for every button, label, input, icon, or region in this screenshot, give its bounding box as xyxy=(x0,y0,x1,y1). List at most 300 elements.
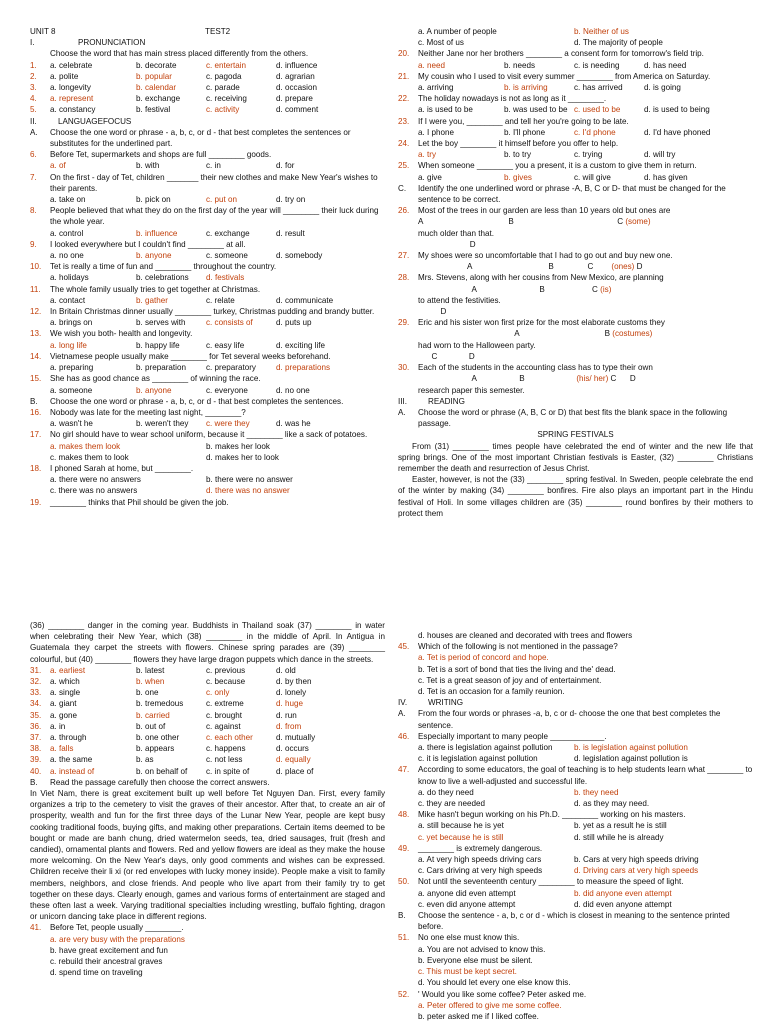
answer-option-correct: d. huge xyxy=(276,699,304,709)
question-number: 15. xyxy=(30,374,42,384)
answer-option: c. extreme xyxy=(206,699,244,709)
question-number xyxy=(398,127,418,138)
answer-option-correct: c. yet because he is still xyxy=(418,832,504,842)
question-row xyxy=(398,385,753,396)
question-number xyxy=(398,686,418,697)
answer-options xyxy=(50,228,346,239)
answer-option-correct: c. This must be kept secret. xyxy=(418,967,517,977)
answer-option-correct: b. carried xyxy=(136,710,170,720)
option-row xyxy=(30,452,385,463)
option-row xyxy=(30,956,385,967)
answer-options xyxy=(418,820,753,831)
answer-option: c. trying xyxy=(574,150,603,160)
answer-option: a. I phone xyxy=(418,127,455,137)
question-text: ________ thinks that Phil should be given the job. xyxy=(50,497,229,507)
question-text: Each of the students in the accounting class has to type their own xyxy=(418,363,653,373)
question-number xyxy=(398,899,418,910)
answer-option: d. prepare xyxy=(276,94,313,104)
question-text: Mrs. Stevens, along with her cousins from New Mexico, are planning xyxy=(418,273,664,283)
answer-option: a. there were no answers xyxy=(50,475,141,485)
question-row xyxy=(30,396,385,407)
answer-option: b. as xyxy=(136,755,154,765)
answer-option-correct: a. instead of xyxy=(50,766,95,776)
answer-option xyxy=(276,272,346,283)
answer-option: d. is going xyxy=(644,83,681,93)
question-row xyxy=(30,48,385,59)
question-number: 39. xyxy=(30,755,42,765)
question-number xyxy=(398,652,418,663)
question-text: Choose the word or phrase (A, B, C or D) that best fits the blank space in the following passage. xyxy=(418,407,728,429)
answer-option: b. needs xyxy=(504,60,536,70)
question-row xyxy=(398,641,753,652)
answer-option: c. not less xyxy=(206,755,243,765)
answer-options xyxy=(418,149,714,160)
answer-option: d. legislation against pollution is xyxy=(574,754,688,764)
answer-option: a. brings on xyxy=(50,318,93,328)
answer-option: b. with xyxy=(136,161,160,171)
answer-option: a. gone xyxy=(50,710,78,720)
answer-options xyxy=(50,82,346,93)
question-row xyxy=(30,284,385,295)
option-row xyxy=(398,104,753,115)
option-row xyxy=(398,865,753,876)
answer-option-correct: a. earliest xyxy=(50,665,86,675)
question-number xyxy=(398,888,418,899)
answer-option: c. there was no answers xyxy=(50,486,138,496)
error-markers: A B (his/ her) C D xyxy=(418,374,636,384)
question-number: 48. xyxy=(398,810,410,820)
question-number xyxy=(30,317,50,328)
answer-option: b. latest xyxy=(136,665,165,675)
answer-option: b. was used to be xyxy=(504,105,568,115)
option-row xyxy=(398,149,753,160)
answer-option-correct: c. activity xyxy=(206,105,240,115)
option-row xyxy=(30,665,385,676)
option-row xyxy=(30,82,385,93)
answer-option: d. agrarian xyxy=(276,71,315,81)
question-number xyxy=(30,485,50,496)
answer-options xyxy=(418,127,714,138)
option-row xyxy=(398,664,753,675)
question-number xyxy=(398,149,418,160)
error-markers: A B C (ones) D xyxy=(418,262,643,272)
question-number xyxy=(30,272,50,283)
question-row xyxy=(398,697,753,708)
question-text: had worn to the Halloween party. xyxy=(418,340,536,350)
option-row xyxy=(30,418,385,429)
answer-options xyxy=(418,787,753,798)
question-text: LANGUAGEFOCUS xyxy=(58,116,132,126)
question-row xyxy=(398,764,753,786)
question-number xyxy=(30,228,50,239)
question-number: 38. xyxy=(30,744,42,754)
question-text: PRONUNCIATION xyxy=(78,38,146,48)
option-row xyxy=(398,854,753,865)
question-number xyxy=(30,441,50,452)
question-number xyxy=(30,340,50,351)
answer-option: b. Cars at very high speeds driving xyxy=(574,855,699,865)
question-row xyxy=(398,93,753,104)
option-row xyxy=(398,630,753,641)
answer-option: a. there is legislation against pollution xyxy=(418,743,553,753)
answer-option: b. have great excitement and fun xyxy=(50,945,168,955)
option-row xyxy=(398,686,753,697)
answer-options xyxy=(50,250,346,261)
option-row xyxy=(398,966,753,977)
question-row xyxy=(30,777,385,788)
answer-option-correct: b. Neither of us xyxy=(574,27,629,36)
question-text: On the first - day of Tet, children _______ their new clothes and make New Year's wishes to their parents. xyxy=(50,172,378,193)
question-number xyxy=(398,955,418,966)
answer-option: c. Cars driving at very high speeds xyxy=(418,866,543,876)
answer-option-correct: b. calendar xyxy=(136,83,177,93)
question-text: ' Would you like some coffee? Peter asked me. xyxy=(418,989,587,999)
question-row xyxy=(30,149,385,160)
question-row xyxy=(30,239,385,250)
question-number xyxy=(398,60,418,71)
answer-option: a. contact xyxy=(50,295,86,305)
answer-option: a. anyone did even attempt xyxy=(418,888,516,898)
question-text: Choose the word that has main stress placed differently from the others. xyxy=(50,49,309,59)
option-row xyxy=(30,474,385,485)
passage-paragraph: In Viet Nam, there is great excitement built up well before Tet Nguyen Dan. First, every family organizes a trip to the cemetery to visit the graves of their ancestor. After that, to create an air of prosperity, wealth and fun for the first three days of the Lunar New Year, people are kept busy cooking traditional foods, buying gifts, and making other preparations. Certain items deemed to be bought or made are banh chung, dried watermelon seeds, tea, dried sausages, fruit (fresh and candied), ornamental plants and flowers. Red and yellow flowers are ideal as they make the house more welcoming. On the New Year's days, only good comments and wishes can be expressed. Children receive their li xi (or red envelopes with lucky money inside). People make a visit to family members, neighbors, and close friends. And people who live apart from their family try to get together on these days. Clearly enough, games and various forms of entertainment are staged and these often last a week. Varying traditional specialties including wrestling, buffalo fighting, dragon or unicorn dancing take place in different regions. xyxy=(30,789,385,922)
question-row xyxy=(398,989,753,1000)
option-row xyxy=(30,194,385,205)
test-header xyxy=(30,26,385,37)
question-text: Choose the sentence - a, b, c or d - which is closest in meaning to the sentence printed before. xyxy=(418,911,730,932)
answer-option: c. relate xyxy=(206,295,235,305)
question-row xyxy=(30,261,385,272)
answer-options xyxy=(418,865,753,876)
question-number xyxy=(30,418,50,429)
answer-option: a. preparing xyxy=(50,363,94,373)
question-row xyxy=(398,708,753,730)
option-row xyxy=(30,93,385,104)
option-row xyxy=(30,766,385,777)
question-row xyxy=(30,328,385,339)
answer-option: d. has need xyxy=(644,60,687,70)
option-row xyxy=(398,172,753,183)
answer-options xyxy=(418,854,753,865)
question-number xyxy=(398,82,418,93)
question-number: 10. xyxy=(30,262,42,272)
question-number xyxy=(30,945,50,956)
question-text: Choose the one word or phrase - a, b, c, or d - that best completes the sentences or substitutes for the underlined part. xyxy=(50,127,351,149)
passage-title: SPRING FESTIVALS xyxy=(537,430,614,440)
option-row xyxy=(30,676,385,687)
question-number: 32. xyxy=(30,677,42,687)
answer-options xyxy=(50,194,346,205)
question-number xyxy=(398,630,418,641)
question-number: 49. xyxy=(398,843,410,853)
question-number xyxy=(30,160,50,171)
answer-options xyxy=(50,721,346,732)
unit-label: UNIT 8 xyxy=(30,27,56,36)
answer-option-correct: b. influence xyxy=(136,228,178,238)
error-markers: D xyxy=(418,239,476,249)
question-number: B. xyxy=(398,911,406,921)
answer-option: c. someone xyxy=(206,251,248,261)
question-row xyxy=(398,396,753,407)
answer-option: d. communicate xyxy=(276,295,334,305)
question-number xyxy=(398,966,418,977)
answer-option: d. houses are cleaned and decorated with trees and flowers xyxy=(418,631,633,640)
answer-option: a. constancy xyxy=(50,105,96,115)
question-row xyxy=(398,48,753,59)
question-row xyxy=(30,127,385,149)
answer-option-correct: a. represent xyxy=(50,94,94,104)
question-number: 25. xyxy=(398,161,410,171)
answer-option: a. celebrate xyxy=(50,60,93,70)
question-row xyxy=(30,205,385,227)
answer-option: c. they are needed xyxy=(418,799,486,809)
answer-options xyxy=(418,104,714,115)
answer-option: b. Everyone else must be silent. xyxy=(418,955,533,965)
answer-options xyxy=(50,340,346,351)
question-number xyxy=(398,820,418,831)
question-text: READING xyxy=(428,396,465,406)
answer-option: a. the same xyxy=(50,755,93,765)
answer-option-correct: b. gives xyxy=(504,172,532,182)
answer-option: c. in spite of xyxy=(206,766,250,776)
question-row xyxy=(398,116,753,127)
answer-option-correct: a. are very busy with the preparations xyxy=(50,934,185,944)
question-number: B. xyxy=(30,777,38,787)
question-number xyxy=(398,977,418,988)
question-number: 40. xyxy=(30,766,42,776)
question-number: 50. xyxy=(398,877,410,887)
column-3 xyxy=(30,620,385,979)
question-number xyxy=(398,172,418,183)
question-number xyxy=(398,340,418,351)
question-row xyxy=(30,172,385,194)
answer-options xyxy=(50,754,346,765)
answer-options xyxy=(50,71,346,82)
option-row xyxy=(398,820,753,831)
answer-option: c. in xyxy=(206,161,221,171)
question-text: No one else must know this. xyxy=(418,933,520,943)
passage-paragraph: From (31) ________ times people have celebrated the end of winter and the new life that spring brings. One of the most important Christian festivals is Easter, (32) ________ Christians remember the death and resurrection of Jesus Christ. xyxy=(398,441,753,473)
answer-options xyxy=(50,295,346,306)
question-row xyxy=(30,306,385,317)
answer-option: c. even did anyone attempt xyxy=(418,899,516,909)
answer-option: d. The majority of people xyxy=(574,38,663,48)
question-row xyxy=(398,250,753,261)
question-text: Not until the seventeenth century ________ to measure the speed of light. xyxy=(418,877,684,887)
option-row xyxy=(30,934,385,945)
question-number xyxy=(398,295,418,306)
question-row xyxy=(398,362,753,373)
answer-option: d. spend time on traveling xyxy=(50,968,143,978)
answer-option: c. rebuild their ancestral graves xyxy=(50,957,163,967)
answer-option: d. puts up xyxy=(276,318,312,328)
question-number: 29. xyxy=(398,318,410,328)
answer-option: a. through xyxy=(50,733,87,743)
question-row xyxy=(30,922,385,933)
option-row xyxy=(30,60,385,71)
answer-option: c. receiving xyxy=(206,94,247,104)
question-number xyxy=(398,26,418,37)
question-number: 2. xyxy=(30,71,37,81)
answer-option: b. happy life xyxy=(136,340,180,350)
question-text: She has as good chance as ________ of winning the race. xyxy=(50,374,261,384)
question-text: Which of the following is not mentioned in the passage? xyxy=(418,642,618,652)
question-text: Nobody was late for the meeting last night, ________? xyxy=(50,407,246,417)
question-number: 33. xyxy=(30,688,42,698)
answer-option: b. serves with xyxy=(136,318,186,328)
option-row xyxy=(30,228,385,239)
answer-option: c. brought xyxy=(206,710,242,720)
answer-options xyxy=(50,418,346,429)
answer-option-correct: c. each other xyxy=(206,733,253,743)
option-row xyxy=(30,710,385,721)
question-number xyxy=(398,1000,418,1011)
answer-option: a. single xyxy=(50,688,81,698)
question-number: 6. xyxy=(30,150,37,160)
error-markers: C D xyxy=(418,351,475,361)
question-row xyxy=(398,71,753,82)
question-number xyxy=(398,854,418,865)
option-row xyxy=(30,362,385,373)
answer-option-correct: c. consists of xyxy=(206,318,253,328)
answer-option: c. because xyxy=(206,677,246,687)
question-text: I phoned Sarah at home, but ________. xyxy=(50,463,194,473)
question-number: 47. xyxy=(398,765,410,775)
question-text: Especially important to many people ____________. xyxy=(418,731,607,741)
question-row xyxy=(398,205,753,216)
test-label: TEST2 xyxy=(205,27,231,36)
question-text: If I were you, ________ and tell her you're going to be late. xyxy=(418,116,629,126)
option-row xyxy=(30,317,385,328)
answer-options xyxy=(50,474,385,485)
answer-option: d. run xyxy=(276,710,297,720)
question-row xyxy=(30,373,385,384)
question-number: A. xyxy=(398,709,406,719)
question-row xyxy=(398,809,753,820)
question-number xyxy=(398,944,418,955)
answer-option: a. someone xyxy=(50,385,93,395)
answer-options xyxy=(50,362,346,373)
question-row xyxy=(30,429,385,440)
answer-option: c. Most of us xyxy=(418,38,464,48)
question-text: When someone ________ you a present, it is a custom to give them in return. xyxy=(418,161,697,171)
question-number: 26. xyxy=(398,206,410,216)
question-text: WRITING xyxy=(428,698,464,708)
answer-option: b. makes her look xyxy=(206,441,270,451)
answer-options xyxy=(418,753,753,764)
answer-option: b. to try xyxy=(504,150,531,160)
question-number: 19. xyxy=(30,497,42,507)
question-number: 14. xyxy=(30,351,42,361)
error-markers: A B C (is) xyxy=(418,284,612,294)
question-number: C. xyxy=(398,183,407,193)
answer-option: d. place of xyxy=(276,766,314,776)
answer-option: c. is needing xyxy=(574,60,620,70)
answer-option: d. mutually xyxy=(276,733,316,743)
answer-option: c. has arrived xyxy=(574,83,623,93)
answer-option: a. You are not advised to know this. xyxy=(418,944,546,954)
question-row xyxy=(398,876,753,887)
answer-option: a. no one xyxy=(50,251,84,261)
question-text: Eric and his sister won first prize for the most elaborate customs they xyxy=(418,318,665,328)
answer-option-correct: d. Driving cars at very high speeds xyxy=(574,866,699,876)
question-number: 36. xyxy=(30,721,42,731)
answer-options xyxy=(50,104,346,115)
question-number: 12. xyxy=(30,307,42,317)
question-row xyxy=(398,228,753,239)
answer-option-correct: a. makes them look xyxy=(50,441,121,451)
question-number xyxy=(30,48,50,59)
answer-option: b. weren't they xyxy=(136,419,189,429)
option-row xyxy=(30,485,385,496)
answer-option: d. occurs xyxy=(276,744,309,754)
answer-option: d. occasion xyxy=(276,83,317,93)
option-row xyxy=(398,832,753,843)
option-row xyxy=(30,945,385,956)
question-number xyxy=(30,474,50,485)
question-text: Tet is really a time of fun and ________ throughout the country. xyxy=(50,262,277,272)
question-number xyxy=(398,787,418,798)
answer-option-correct: a. falls xyxy=(50,744,74,754)
answer-option: c. against xyxy=(206,721,241,731)
answer-option-correct: d. from xyxy=(276,721,302,731)
answer-options xyxy=(50,676,346,687)
answer-option: b. I'll phone xyxy=(504,127,546,137)
answer-option: c. Tet is a great season of joy and of entertainment. xyxy=(418,675,602,685)
answer-option-correct: c. were they xyxy=(206,419,250,429)
answer-option: c. happens xyxy=(206,744,246,754)
answer-option: a. arriving xyxy=(418,83,454,93)
answer-options xyxy=(50,485,385,496)
option-row xyxy=(398,60,753,71)
question-number xyxy=(30,194,50,205)
question-number: A. xyxy=(398,407,406,417)
answer-option: d. still while he is already xyxy=(574,832,664,842)
answer-option: b. yet as a result he is still xyxy=(574,821,667,831)
answer-option: b. Tet is a sort of bond that ties the living and the' dead. xyxy=(418,664,616,674)
answer-option: d. old xyxy=(276,665,296,675)
question-number: 28. xyxy=(398,273,410,283)
answer-option: b. decorate xyxy=(136,60,177,70)
question-number xyxy=(398,675,418,686)
question-number: 31. xyxy=(30,665,42,675)
question-text: Before Tet, supermarkets and shops are full ________ goods. xyxy=(50,150,272,160)
answer-option: a. wasn't he xyxy=(50,419,93,429)
answer-options xyxy=(50,766,346,777)
option-row xyxy=(30,272,385,283)
answer-options xyxy=(50,743,346,754)
answer-option-correct: a. Peter offered to give me some coffee. xyxy=(418,1000,562,1010)
answer-options xyxy=(50,385,346,396)
question-number xyxy=(30,956,50,967)
answer-option-correct: c. entertain xyxy=(206,60,247,70)
answer-option: a. take on xyxy=(50,195,86,205)
question-number: 34. xyxy=(30,699,42,709)
question-number: 13. xyxy=(30,329,42,339)
question-text: From the four words or phrases -a, b, c or d- choose the one that best completes the sentence. xyxy=(418,709,721,730)
question-number: B. xyxy=(30,396,38,406)
answer-options xyxy=(418,899,753,910)
answer-option: a. control xyxy=(50,228,84,238)
answer-option-correct: c. put on xyxy=(206,195,238,205)
answer-option-correct: b. when xyxy=(136,677,165,687)
option-row xyxy=(398,899,753,910)
answer-option-correct: d. preparations xyxy=(276,363,330,373)
answer-option: d. result xyxy=(276,228,305,238)
answer-option: a. is used to be xyxy=(418,105,473,115)
question-row xyxy=(398,138,753,149)
option-row xyxy=(30,340,385,351)
